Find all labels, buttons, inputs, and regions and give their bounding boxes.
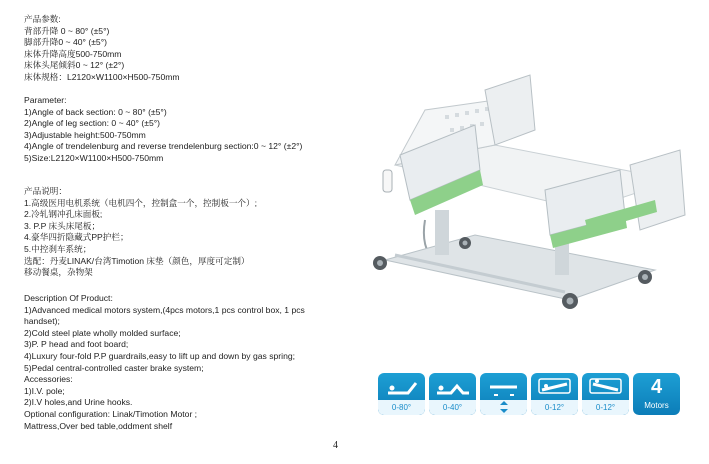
trendelenburg-icon [531,373,578,399]
spec-label: 0-40° [429,400,476,415]
params-en-line: 2)Angle of leg section: 0 ~ 40° (±5°) [24,118,161,129]
desc-cn-heading: 产品说明： [24,186,67,196]
desc-en-line: 3)P. P head and foot board; [24,339,129,350]
desc-en-line: 1)I.V. pole; [24,385,65,396]
spec-tile-motors [633,373,680,415]
desc-cn-line: 选配：丹麦LINAK/台湾Timotion 床垫（颜色，厚度可定制） [24,255,250,266]
page-number: 4 [333,440,338,451]
desc-cn-line: 5.中控刹车系统； [24,243,92,254]
motors-label: Motors [644,401,669,410]
spec-icons [378,373,680,415]
reverse-trendelenburg-icon [582,373,629,399]
desc-cn-line: 4.豪华四折隐藏式PP护栏； [24,232,129,243]
desc-en-line: Mattress,Over bed table,oddment shelf [24,420,173,431]
desc-en-line: Accessories: [24,374,73,385]
desc-cn-line: 2.冷轧钢冲孔床面板; [24,209,103,220]
params-cn-line: 脚部升降0 ~ 40° (±5°) [24,37,107,48]
desc-en-line: 4)Luxury four-fold P.P guardrails,easy to lift up and down by gas spring; [24,350,296,361]
spec-label: 0-80° [378,400,425,415]
params-cn-heading: 产品参数: [24,14,61,24]
params-en-line: 3)Adjustable height:500-750mm [24,129,146,140]
desc-en-line: 2)Cold steel plate wholly molded surface; [24,327,181,338]
spec-tile-height [480,373,527,415]
params-cn-line: 背部升降 0 ~ 80° (±5°) [24,25,110,36]
params-en-block [24,95,354,165]
params-en-line: 1)Angle of back section: 0 ~ 80° (±5°) [24,106,167,117]
params-cn-line: 床体升降高度500-750mm [24,48,122,59]
height-adjust-icon [480,373,527,399]
params-cn-block [24,14,354,84]
desc-en-line: handset); [24,316,60,327]
desc-cn-line: 3. P.P 床头床尾板； [24,220,101,231]
desc-cn-line: 移动餐桌，杂物架 [24,267,93,278]
hospital-bed-image [355,70,695,320]
spec-label [480,400,527,415]
desc-cn-block [24,186,354,279]
desc-en-block [24,293,354,432]
desc-en-line: 1)Advanced medical motors system,(4pcs motors,1 pcs control box, 1 pcs [24,304,305,315]
params-en-line: 4)Angle of trendelenburg and reverse trendelenburg section:0 ~ 12° (±2°) [24,141,303,152]
desc-cn-line: 1.高级医用电机系统（电机四个，控制盒一个，控制板一个）; [24,197,257,208]
motors-count: 4 [650,376,663,398]
desc-en-line: 2)I.V holes,and Urine hooks. [24,397,133,408]
spec-tile-back [378,373,425,415]
params-en-heading: Parameter: [24,95,67,105]
spec-tile-reverse-trendelenburg [582,373,629,415]
desc-en-heading: Description Of Product: [24,293,113,303]
spec-label: 0-12° [531,400,578,415]
back-raise-icon [378,373,425,399]
desc-en-line: Optional configuration: Linak/Timotion Motor ; [24,408,198,419]
knee-raise-icon [429,373,476,399]
spec-tile-knee [429,373,476,415]
spec-label: 0-12° [582,400,629,415]
desc-en-line: 5)Pedal central-controlled caster brake system; [24,362,204,373]
up-down-arrows-icon [497,400,511,414]
params-cn-line: 床体头尾倾斜0 ~ 12° (±2°) [24,60,125,71]
params-cn-line: 床体规格：L2120×W1100×H500-750mm [24,71,180,82]
spec-tile-trendelenburg [531,373,578,415]
params-en-line: 5)Size:L2120×W1100×H500-750mm [24,152,164,163]
